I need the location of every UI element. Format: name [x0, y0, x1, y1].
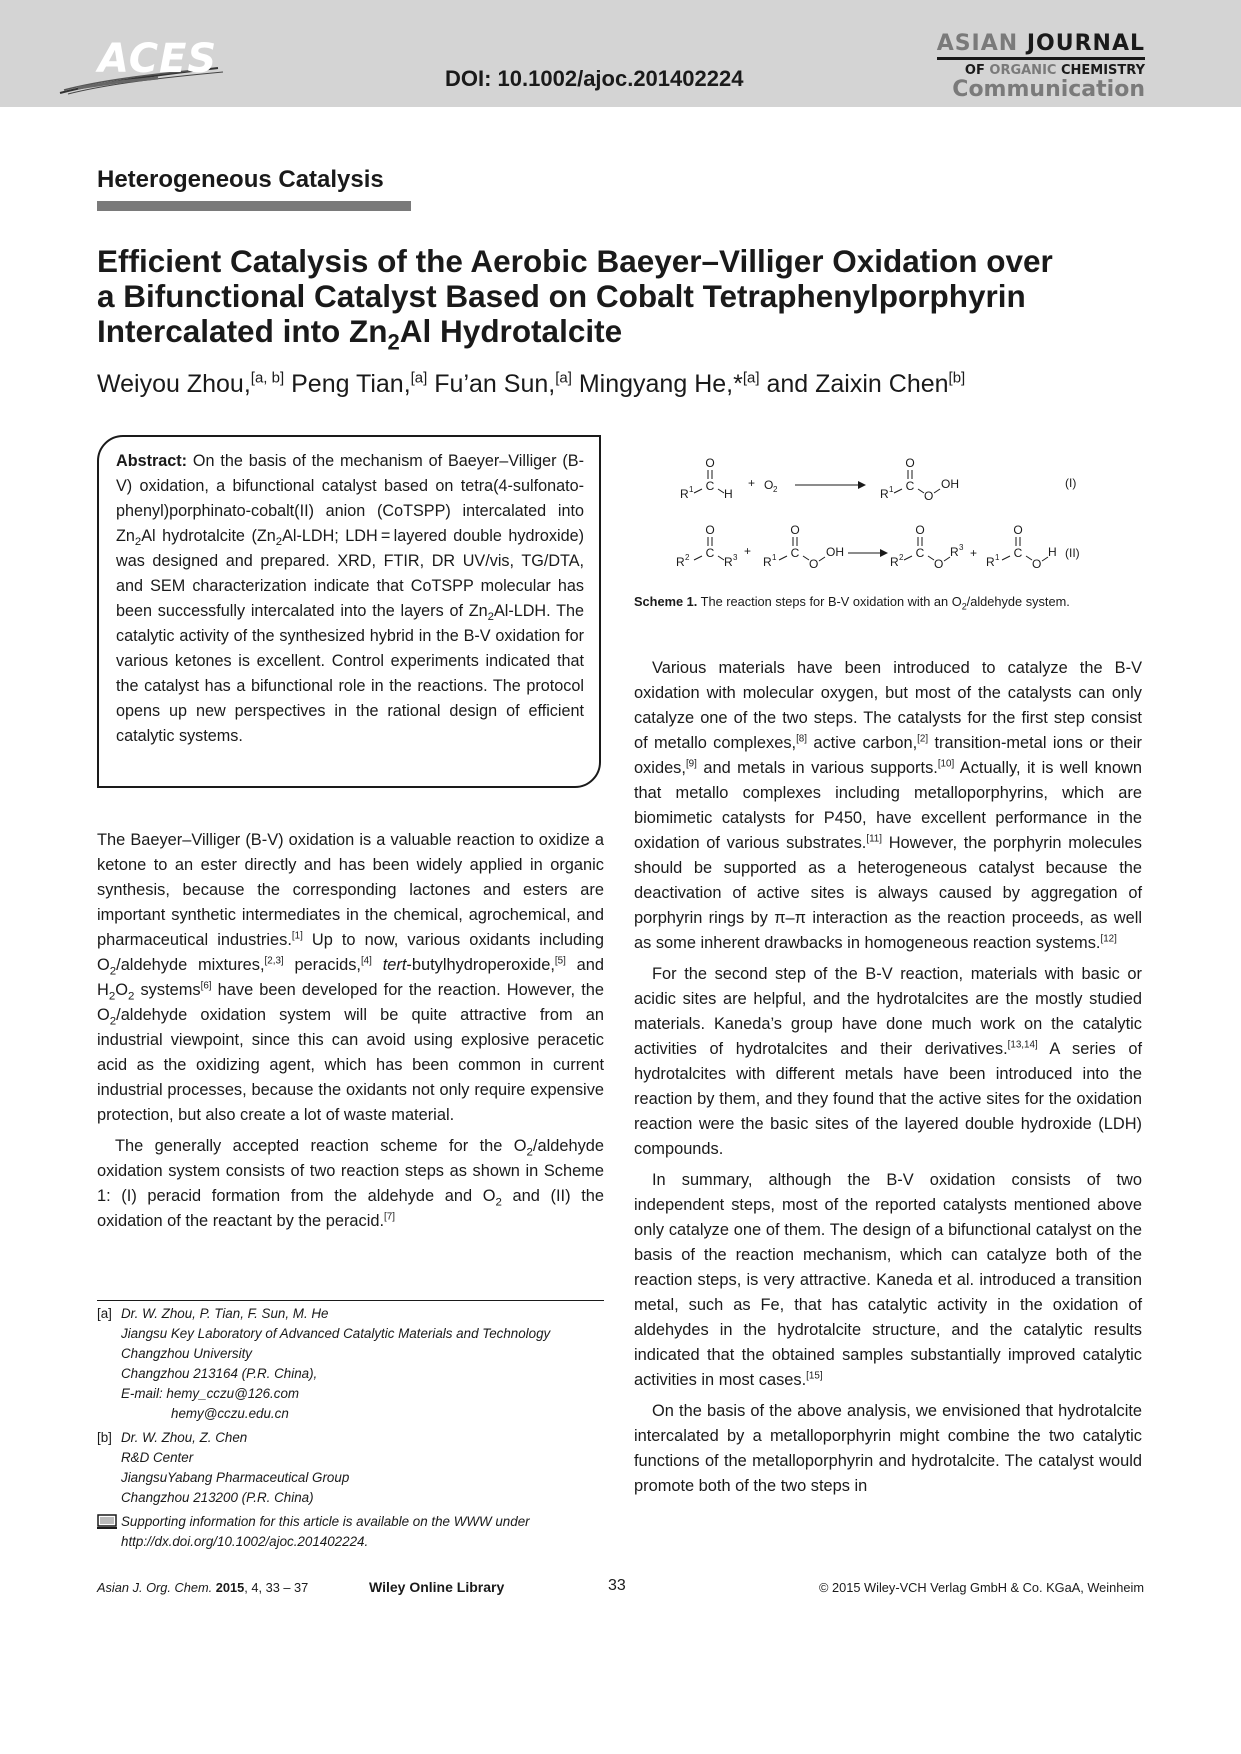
svg-text:1: 1	[772, 553, 777, 562]
svg-text:1: 1	[889, 485, 894, 494]
footer-citation: Asian J. Org. Chem. 2015, 4, 33 – 37	[97, 1580, 309, 1595]
author: Mingyang He,*	[578, 370, 743, 398]
journal-of: OF	[964, 63, 990, 78]
journal-journal: JOURNAL	[1018, 31, 1145, 56]
svg-text:1: 1	[689, 485, 694, 494]
title-line-3: Intercalated into $Zn_2Al$ Hydrotalcite	[97, 313, 623, 355]
svg-text:O: O	[934, 557, 944, 571]
aces-logo-text: ACES	[98, 36, 218, 82]
svg-text:O: O	[905, 456, 915, 470]
journal-masthead	[937, 32, 1145, 101]
svg-text:R: R	[880, 487, 889, 501]
scheme-caption: Scheme 1. The reaction steps for B-V oxidation with an $O_2$/aldehyde system.	[634, 594, 1070, 612]
reaction-I	[680, 456, 1076, 503]
svg-text:OH: OH	[941, 477, 959, 491]
svg-text:O: O	[924, 489, 934, 503]
svg-text:2: 2	[685, 553, 690, 562]
svg-text:C: C	[705, 479, 715, 493]
svg-text:C: C	[705, 546, 715, 560]
svg-text:C: C	[915, 546, 925, 560]
svg-text:H: H	[1048, 545, 1057, 559]
author: Fu’an Sun,	[434, 370, 556, 398]
svg-text:3: 3	[959, 543, 964, 552]
svg-text:O: O	[764, 478, 774, 492]
title-line-1: Efficient Catalysis of the Aerobic Baeyer–Villiger Oxidation over	[97, 243, 1053, 279]
doi: DOI: 10.1002/ajoc.201402224	[445, 66, 744, 91]
author: Peng Tian,	[291, 370, 411, 398]
section-label: Heterogeneous Catalysis	[97, 166, 384, 193]
affiliation-b: [b] Dr. W. Zhou, Z. Chen R&D Center JiangsuYabang Pharmaceutical Group Changzhou 213200 (P.R. China)	[97, 1430, 350, 1505]
svg-text:R: R	[680, 487, 689, 501]
article-title	[97, 243, 1157, 355]
paragraph: On the basis of the above analysis, we envisioned that hydrotalcite intercalated by a metalloporphyrin might combine the two catalytic functions of the metalloporphyrin and hydrotalcite. The catalyst would promote both of the two steps in	[634, 1402, 1142, 1495]
page-number: 33	[608, 1577, 626, 1594]
svg-text:R: R	[950, 545, 959, 559]
svg-text:R: R	[986, 555, 995, 569]
reaction-label-I: (I)	[1065, 476, 1077, 490]
computer-icon	[97, 1514, 117, 1530]
svg-text:R: R	[763, 555, 772, 569]
svg-text:+: +	[748, 476, 756, 490]
svg-text:OH: OH	[826, 545, 844, 559]
author: Weiyou Zhou,	[97, 370, 251, 398]
author: and Zaixin Chen	[766, 370, 949, 398]
svg-text:R: R	[890, 555, 899, 569]
paragraph: The generally accepted reaction scheme for the $O_2$/aldehyde oxidation system consists of two reaction steps as shown in Scheme 1: (I) peracid formation from the aldehyde and $O_2$ and (II) the oxidation of the reactant by the peracid.[7]	[97, 1137, 604, 1230]
reaction-label-II: (II)	[1065, 546, 1080, 560]
article-type: Communication	[952, 77, 1145, 102]
svg-text:C: C	[790, 546, 800, 560]
affiliations-footnotes	[97, 1304, 604, 1552]
svg-text:O: O	[809, 557, 819, 571]
svg-text:3: 3	[733, 553, 738, 562]
svg-text:O: O	[915, 523, 925, 537]
svg-text:H: H	[724, 487, 733, 501]
svg-text:+: +	[744, 544, 752, 558]
svg-text:2: 2	[773, 485, 778, 494]
svg-text:O: O	[1032, 557, 1042, 571]
svg-text:1: 1	[995, 553, 1000, 562]
journal-chemistry: CHEMISTRY	[1056, 63, 1145, 78]
svg-text:O: O	[790, 523, 800, 537]
svg-text:O: O	[705, 523, 715, 537]
section-bar	[97, 201, 411, 211]
svg-text:O: O	[705, 456, 715, 470]
svg-text:R: R	[724, 555, 733, 569]
svg-text:C: C	[905, 479, 915, 493]
svg-text:2: 2	[899, 553, 904, 562]
footnote-divider	[97, 1300, 604, 1301]
svg-text:C: C	[1013, 546, 1023, 560]
author-list: Weiyou Zhou,[a, b] Peng Tian,[a] Fu’an Sun,[a] Mingyang He,*[a] and Zaixin Chen[b]	[97, 369, 966, 398]
paragraph: The Baeyer–Villiger (B-V) oxidation is a valuable reaction to oxidize a ketone to an ester directly and has been widely applied in organic synthesis, because the corresponding lactones and esters are important synthetic intermediates in the chemical, agrochemical, and pharmaceutical industries.[1] Up to now, various oxidants including $O_2$/aldehyde mixtures,[2,3] peracids,[4] tert-butylhydroperoxide,[5] and $H_2O_2$ systems[6] have been developed for the reaction. However, the $O_2$/aldehyde oxidation system will be quite attractive from an industrial viewpoint, since this can avoid using explosive peracetic acid as the oxidizing agent, which has been common in current industrial processes, because the oxidants not only require expensive protection, but also create a lot of waste material.	[97, 831, 605, 1124]
svg-text:O: O	[1013, 523, 1023, 537]
svg-text:+: +	[970, 546, 978, 560]
svg-text:R: R	[676, 555, 685, 569]
affiliation-a: [a] Dr. W. Zhou, P. Tian, F. Sun, M. He Jiangsu Key Laboratory of Advanced Catalytic Materials and Technology Changzhou University Changzhou 213164 (P.R. China), E-mail: hemy_cczu@126.com hemy@cczu.edu.cn	[97, 1306, 551, 1421]
journal-asian: ASIAN	[936, 31, 1019, 56]
paragraph: For the second step of the B-V reaction, materials with basic or acidic sites are helpful, and the hydrotalcites are the mostly studied materials. Kaneda’s group have done much work on the catalytic activities of hydrotalcites and their derivatives.[13,14] A series of hydrotalcites with different metals have been introduced into the reaction by them, and they found that the active sites for the oxidation reaction were the basic sites of the layered double hydroxide (LDH) compounds.	[634, 965, 1142, 1158]
paragraph: Various materials have been introduced to catalyze the B-V oxidation with molecular oxygen, but most of the catalysts can only catalyze one of the two steps. The catalysts for the first step consist of metallo complexes,[8] active carbon,[2] transition-metal ions or their oxides,[9] and metals in various supports.[10] Actually, it is well known that metallo complexes including metalloporphyrins, which are biomimetic catalysts for P450, have excellent performance in the oxidation of various substrates.[11] However, the porphyrin molecules should be supported as a heterogeneous catalyst because the deactivation of active sites is always caused by aggregation of porphyrin rings by π–π interaction as the reaction proceeds, as well as some inherent drawbacks in homogeneous reaction systems.[12]	[634, 659, 1142, 952]
abstract: Abstract: On the basis of the mechanism of Baeyer–Villiger (B-V) oxidation, a bifunctional catalyst based on tetra(4-sulfonato-phenyl)porphinato-cobalt(II) anion (CoTSPP) intercalated into $Zn_2Al$ hydrotalcite ($Zn_2Al$-LDH; LDH = layered double hydroxide) was designed and prepared. XRD, FTIR, DR UV/vis, TG/DTA, and SEM characterization indicate that CoTSPP molecular has been successfully intercalated into the layers of $Zn_2Al$-LDH. The catalytic activity of the synthesized hybrid in the B-V oxidation for various ketones is excellent. Control experiments indicated that the catalyst has a bifunctional role in the reactions. The protocol opens up new perspectives in the rational design of efficient catalytic systems.	[116, 452, 584, 745]
title-line-2: a Bifunctional Catalyst Based on Cobalt Tetraphenylporphyrin	[97, 278, 1026, 314]
body-column-right	[634, 656, 1142, 1505]
body-column-left	[97, 828, 604, 1240]
footer-copyright: © 2015 Wiley-VCH Verlag GmbH & Co. KGaA, Weinheim	[819, 1580, 1144, 1595]
wiley-online-library-link[interactable]: Wiley Online Library	[369, 1579, 505, 1595]
reaction-II	[676, 523, 1080, 571]
scheme-1-reaction-diagram	[660, 445, 1130, 587]
journal-organic: ORGANIC	[989, 63, 1057, 78]
supporting-information-note: Supporting information for this article is available on the WWW under http://dx.doi.org/10.1002/ajoc.201402224.	[97, 1512, 604, 1552]
supporting-info-link[interactable]: http://dx.doi.org/10.1002/ajoc.201402224.	[121, 1534, 369, 1549]
paragraph: In summary, although the B-V oxidation consists of two independent steps, most of the reported catalysts mentioned above only catalyze one of them. The design of a bifunctional catalyst on the basis of the reaction mechanism, which can catalyze both of the reaction steps, is very attractive. Kaneda et al. introduced a transition metal, such as Fe, that has catalytic activity in the oxidation of aldehydes in the hydrotalcite structure, and the catalytic results indicated that the obtained samples substantially improved catalytic activities in most cases.[15]	[634, 1171, 1142, 1389]
